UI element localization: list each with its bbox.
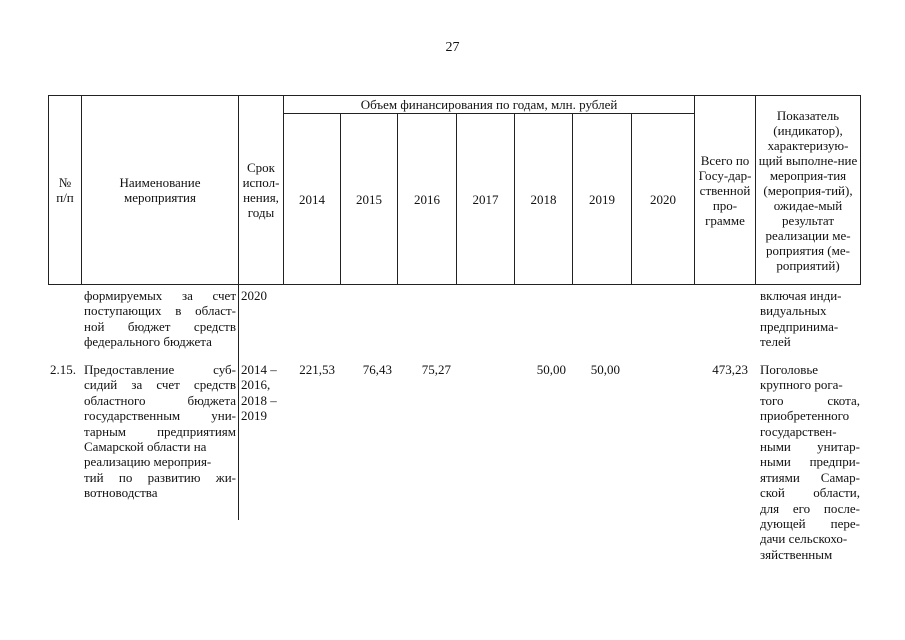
header-year-2018 <box>514 113 573 285</box>
text-line: государствен- <box>760 423 837 439</box>
text-line: 2019 <box>241 408 267 424</box>
text-line: федерального бюджета <box>84 334 212 350</box>
header-financing-label: Объем финансирования по годам, млн. рублей <box>360 97 618 112</box>
value-2014: 221,53 <box>299 362 335 377</box>
header-term-label: Срок испол-нения, годы <box>242 160 280 220</box>
text-line: телей <box>760 334 791 350</box>
text-line: ятиями Самар- <box>760 469 860 485</box>
header-year-2020 <box>631 113 695 285</box>
header-financing <box>283 95 695 114</box>
header-year-2019 <box>572 113 632 285</box>
text-line: 2018 – <box>241 392 277 408</box>
value-total: 473,23 <box>712 362 748 377</box>
term-value: 2020 <box>241 288 267 303</box>
year-label: 2020 <box>650 191 676 207</box>
header-indicator-label: Показатель (индикатор), характеризую-щий выполне-ние мероприя-тия (мероприя-тий), ожидае-мый результат реализации ме-роприятия (ме-роприятий) <box>758 107 858 273</box>
value-2015: 76,43 <box>362 362 392 377</box>
text-line: зяйственным <box>760 546 833 562</box>
year-label: 2017 <box>472 191 499 207</box>
text-line: включая инди- <box>760 288 842 303</box>
row-name <box>84 362 236 501</box>
text-line: Самарской области на <box>84 439 207 455</box>
year-label: 2018 <box>530 191 557 207</box>
row-term <box>241 362 285 424</box>
text-line: 2014 – <box>241 362 277 377</box>
page-number: 27 <box>445 40 460 55</box>
year-label: 2019 <box>589 191 615 207</box>
header-year-2016 <box>397 113 457 285</box>
row-number-text: 2.15. <box>50 362 76 377</box>
text-line: для его после- <box>760 500 860 516</box>
text-line: дачи сельскохо- <box>760 531 848 547</box>
continuation-term <box>241 288 285 303</box>
header-name-label: Наименование мероприятия <box>119 175 201 205</box>
text-line: реализацию мероприя- <box>84 454 212 470</box>
text-line: поступающих в област- <box>84 303 236 319</box>
text-line: вотноводства <box>84 485 158 501</box>
text-line: государственным уни- <box>84 408 236 424</box>
value-2018: 50,00 <box>536 362 566 377</box>
text-line: ской области, <box>760 485 860 501</box>
header-name <box>81 95 239 285</box>
header-year-2017 <box>456 113 515 285</box>
header-year-2014 <box>283 113 341 285</box>
text-line: формируемых за счет <box>84 288 236 303</box>
text-line: 2016, <box>241 377 271 393</box>
text-line: областного бюджета <box>84 392 236 408</box>
text-line: ной бюджет средств <box>84 318 236 334</box>
text-line: приобретенного <box>760 408 850 424</box>
header-term <box>238 95 284 285</box>
text-line: тий по развитию жи- <box>84 469 236 485</box>
header-total-label: Всего по Госу-дар-ственной про-грамме <box>698 152 752 228</box>
value-2019: 50,00 <box>590 362 620 377</box>
text-line: сидий за счет средств <box>84 377 236 393</box>
year-label: 2015 <box>356 191 382 207</box>
header-total <box>694 95 756 285</box>
header-num <box>48 95 82 285</box>
text-line: того скота, <box>760 392 860 408</box>
continuation-indicator <box>760 288 860 350</box>
text-line: тарным предприятиям <box>84 423 236 439</box>
header-indicator <box>755 95 861 285</box>
row-number <box>50 362 82 377</box>
year-label: 2016 <box>414 191 440 207</box>
text-line: ными унитар- <box>760 439 860 455</box>
continuation-name <box>84 288 236 350</box>
text-line: ными предпри- <box>760 454 860 470</box>
body-divider <box>238 285 239 520</box>
text-line: предпринима- <box>760 318 839 334</box>
text-line: крупного рога- <box>760 377 843 393</box>
header-year-2015 <box>340 113 398 285</box>
header-num-label: № п/п <box>56 175 74 205</box>
text-line: Поголовье <box>760 362 819 377</box>
value-2016: 75,27 <box>421 362 451 377</box>
text-line: Предоставление суб- <box>84 362 236 377</box>
text-line: дующей пере- <box>760 516 860 532</box>
year-label: 2014 <box>299 191 325 207</box>
row-indicator <box>760 362 860 562</box>
text-line: видуальных <box>760 303 827 319</box>
